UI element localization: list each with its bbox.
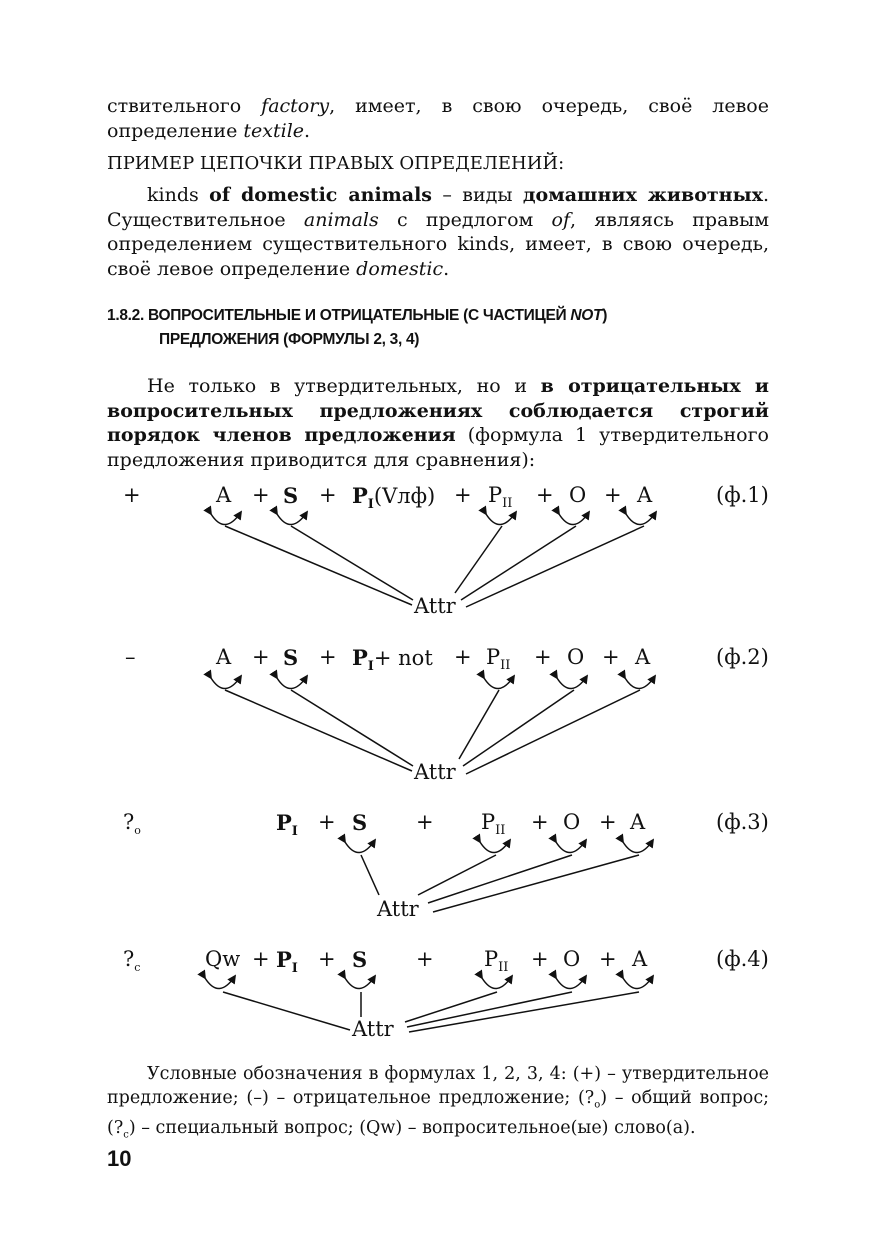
p3-bold: в отрицательных и вопросительных предложениях соблюдается строгий порядок членов предложения — [107, 375, 769, 446]
p2-bold-1: of domestic animals — [209, 184, 433, 206]
legend-sub-o: о — [594, 1099, 601, 1110]
f4-label: (ф.4) — [716, 947, 769, 971]
f1-arc-pii — [486, 512, 516, 525]
f3-attr: Attr — [377, 897, 419, 921]
p2-kinds: kinds — [147, 184, 210, 206]
f1-plus-3: + — [454, 483, 472, 507]
f2-label: (ф.2) — [716, 645, 769, 669]
legend-text-c: ) – специальный вопрос; (Qw) – вопросительное(ые) слово(а). — [128, 1117, 696, 1138]
f2-plus-3: + — [454, 645, 472, 669]
section-heading-line-1: 1.8.2. ВОПРОСИТЕЛЬНЫЕ И ОТРИЦАТЕЛЬНЫЕ (С ЧАСТИЦЕЙ — [107, 307, 571, 324]
f4-symbol: $?_с$ — [123, 947, 141, 975]
p2-text-c: с предлогом — [378, 208, 552, 231]
f4-plus-4: + — [531, 947, 549, 971]
f4-plus-1: + — [252, 947, 270, 971]
f2-arc-s — [277, 676, 307, 689]
p2-text-e: . — [443, 257, 450, 280]
f3-a: A — [630, 810, 646, 834]
f3-plus-2: + — [416, 810, 434, 834]
f2-pii: $P_{II}$ — [486, 645, 511, 674]
p2-bold-2: домашних животных — [522, 184, 763, 206]
f2-plus-2: + — [319, 645, 337, 669]
section-heading-paren: ) — [602, 307, 608, 324]
f4-s: S — [352, 947, 368, 972]
f2-plus-4: + — [534, 645, 552, 669]
f1-plus-2: + — [319, 483, 337, 507]
f2-arc-o — [557, 676, 587, 689]
f1-a1: A — [216, 483, 232, 507]
f1-a2: A — [637, 483, 653, 507]
f4-qw: Qw — [205, 947, 241, 971]
f3-s: S — [352, 810, 368, 835]
legend-text-a: Условные обозначения в формулах 1, 2, 3, 4: (+) – утвердительное предложение; (–) – отрицательное предложение; (? — [107, 1064, 769, 1108]
f1-arc-o — [559, 512, 589, 525]
f3-symbol: $?_о$ — [123, 810, 141, 838]
f1-plus-5: + — [604, 483, 622, 507]
p2-text-d: , являясь правым определением существительного kinds, имеет, в свою очередь, своё левое определение — [107, 208, 769, 280]
f4-arc-pii — [482, 976, 512, 989]
f3-plus-1: + — [318, 810, 336, 834]
f2-arc-a2 — [625, 676, 655, 689]
f1-o: O — [569, 483, 587, 507]
f3-arc-pii — [480, 840, 510, 853]
p3-text-a: Не только в утвердительных, но и — [147, 375, 541, 397]
f1-plus-1: + — [252, 483, 270, 507]
example-heading: ПРИМЕР ЦЕПОЧКИ ПРАВЫХ ОПРЕДЕЛЕНИЙ: — [107, 153, 565, 174]
f3-plus-3: + — [531, 810, 549, 834]
page-number: 10 — [107, 1146, 132, 1171]
legend-text-b: ) – общий вопрос; (? — [107, 1087, 770, 1138]
p2-text-b: . Существительное — [107, 184, 769, 231]
f4-plus-5: + — [599, 947, 617, 971]
f3-pii: $P_{II}$ — [481, 810, 506, 839]
f4-a: A — [632, 947, 648, 971]
p1-text-b: , имеет, в свою очередь, своё левое определение — [107, 95, 769, 142]
f2-attr: Attr — [414, 760, 456, 784]
f1-arc-s — [277, 512, 307, 525]
f3-plus-4: + — [599, 810, 617, 834]
p1-text-c: . — [304, 119, 311, 142]
f1-symbol: + — [123, 483, 141, 507]
f1-arc-a1 — [211, 512, 241, 525]
f4-arc-a — [623, 976, 653, 989]
f2-s: S — [283, 645, 299, 670]
legend — [107, 1063, 769, 1147]
f1-arc-a2 — [626, 512, 656, 525]
f3-arc-a — [623, 840, 653, 853]
section-heading-line-2: ПРЕДЛОЖЕНИЯ (ФОРМУЛЫ 2, 3, 4) — [159, 331, 420, 348]
f4-arc-o — [556, 976, 586, 989]
p3-text-b: (формула 1 утвердительного предложения приводится для сравнения): — [107, 424, 769, 471]
p2-word-of: of — [551, 208, 571, 231]
f4-plus-2: + — [318, 947, 336, 971]
p2-dash: – виды — [432, 184, 523, 206]
f3-label: (ф.3) — [716, 810, 769, 834]
f2-a2: A — [635, 645, 651, 669]
f2-predicate: $P_I+$ not — [352, 645, 433, 675]
p2-word-domestic: domestic — [356, 257, 444, 280]
f3-predicate: $P_I$ — [276, 810, 298, 840]
f2-a1: A — [216, 645, 232, 669]
f3-o: O — [563, 810, 581, 834]
f1-pii: $P_{II}$ — [488, 483, 513, 512]
p1-word-textile: textile — [243, 119, 305, 142]
f3-arc-s — [345, 840, 375, 853]
p1-word-factory: factory — [261, 95, 330, 117]
p1-text-a: ствительного — [107, 95, 262, 117]
legend-sub-c: с — [123, 1129, 129, 1140]
f4-o: O — [563, 947, 581, 971]
f4-pii: $P_{II}$ — [484, 947, 509, 976]
p2-word-animals: animals — [303, 208, 379, 231]
f1-predicate: $P_I(Vлф)$ — [352, 483, 436, 513]
f3-arc-o — [556, 840, 586, 853]
f4-attr: Attr — [352, 1017, 394, 1041]
section-heading-not: NOT — [570, 307, 603, 324]
f2-plus-5: + — [602, 645, 620, 669]
f4-arc-s — [345, 976, 375, 989]
f1-attr: Attr — [414, 594, 456, 618]
f4-predicate: $P_I$ — [276, 947, 298, 977]
f4-plus-3: + — [416, 947, 434, 971]
f2-o: O — [567, 645, 585, 669]
f4-arc-qw — [205, 976, 235, 989]
f1-s: S — [283, 483, 299, 508]
f2-arc-a1 — [211, 676, 241, 689]
f2-arc-pii — [484, 676, 514, 689]
f2-symbol: – — [125, 645, 136, 669]
f1-label: (ф.1) — [716, 483, 769, 507]
f2-plus-1: + — [252, 645, 270, 669]
f1-plus-4: + — [536, 483, 554, 507]
